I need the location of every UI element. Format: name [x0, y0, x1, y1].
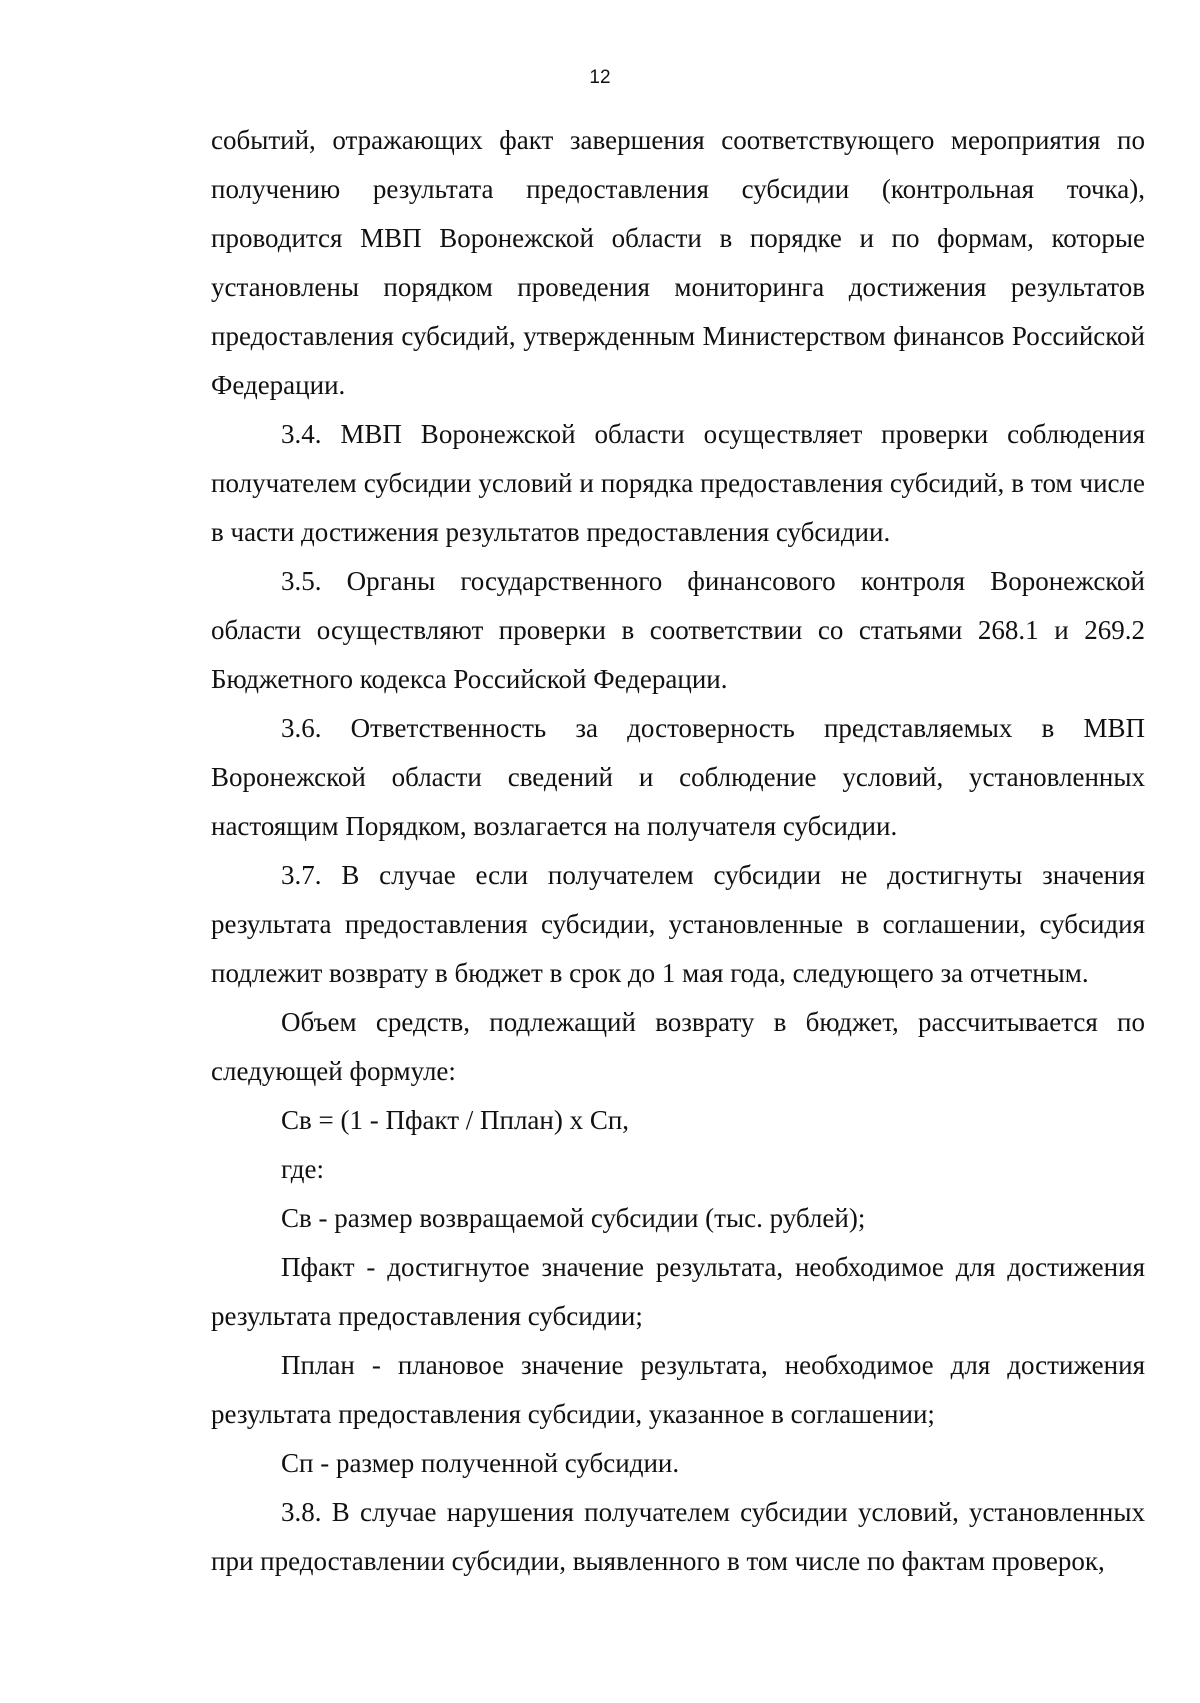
formula: Св = (1 - Пфакт / Пплан) x Сп,: [281, 1105, 630, 1135]
definition-pfakt: Пфакт - достигнутое значение результата, необходимое для достижения результата предоставления субсидии;: [211, 1252, 1145, 1331]
definition-sv: Св - размер возвращаемой субсидии (тыс. рублей);: [281, 1203, 866, 1233]
paragraph-continuation: событий, отражающих факт завершения соответствующего мероприятия по получению результата предоставления субсидии (контрольная точка), проводится МВП Воронежской области в порядке и по формам, которые установлены порядком проведения мониторинга достижения результатов предоставления субсидий, утвержденным Министерством финансов Российской Федерации.: [211, 125, 1145, 400]
formula-where: где:: [281, 1154, 324, 1184]
document-body: [211, 116, 1145, 1586]
paragraph-3-8: 3.8. В случае нарушения получателем субсидии условий, установленных при предоставлении субсидии, выявленного в том числе по фактам проверок,: [211, 1497, 1145, 1576]
paragraph-return-amount: Объем средств, подлежащий возврату в бюджет, рассчитывается по следующей формуле:: [211, 1007, 1145, 1086]
paragraph-3-6: 3.6. Ответственность за достоверность представляемых в МВП Воронежской области сведений и соблюдение условий, установленных настоящим Порядком, возлагается на получателя субсидии.: [211, 713, 1145, 841]
paragraph-3-5: 3.5. Органы государственного финансового контроля Воронежской области осуществляют проверки в соответствии со статьями 268.1 и 269.2 Бюджетного кодекса Российской Федерации.: [211, 566, 1145, 694]
paragraph-3-4: 3.4. МВП Воронежской области осуществляет проверки соблюдения получателем субсидии условий и порядка предоставления субсидий, в том числе в части достижения результатов предоставления субсидии.: [211, 419, 1145, 547]
paragraph-3-7: 3.7. В случае если получателем субсидии не достигнуты значения результата предоставления субсидии, установленные в соглашении, субсидия подлежит возврату в бюджет в срок до 1 мая года, следующего за отчетным.: [211, 860, 1145, 988]
page-number: 12: [589, 67, 611, 88]
definition-sp: Сп - размер полученной субсидии.: [281, 1448, 680, 1478]
definition-pplan: Пплан - плановое значение результата, необходимое для достижения результата предоставления субсидии, указанное в соглашении;: [211, 1350, 1145, 1429]
